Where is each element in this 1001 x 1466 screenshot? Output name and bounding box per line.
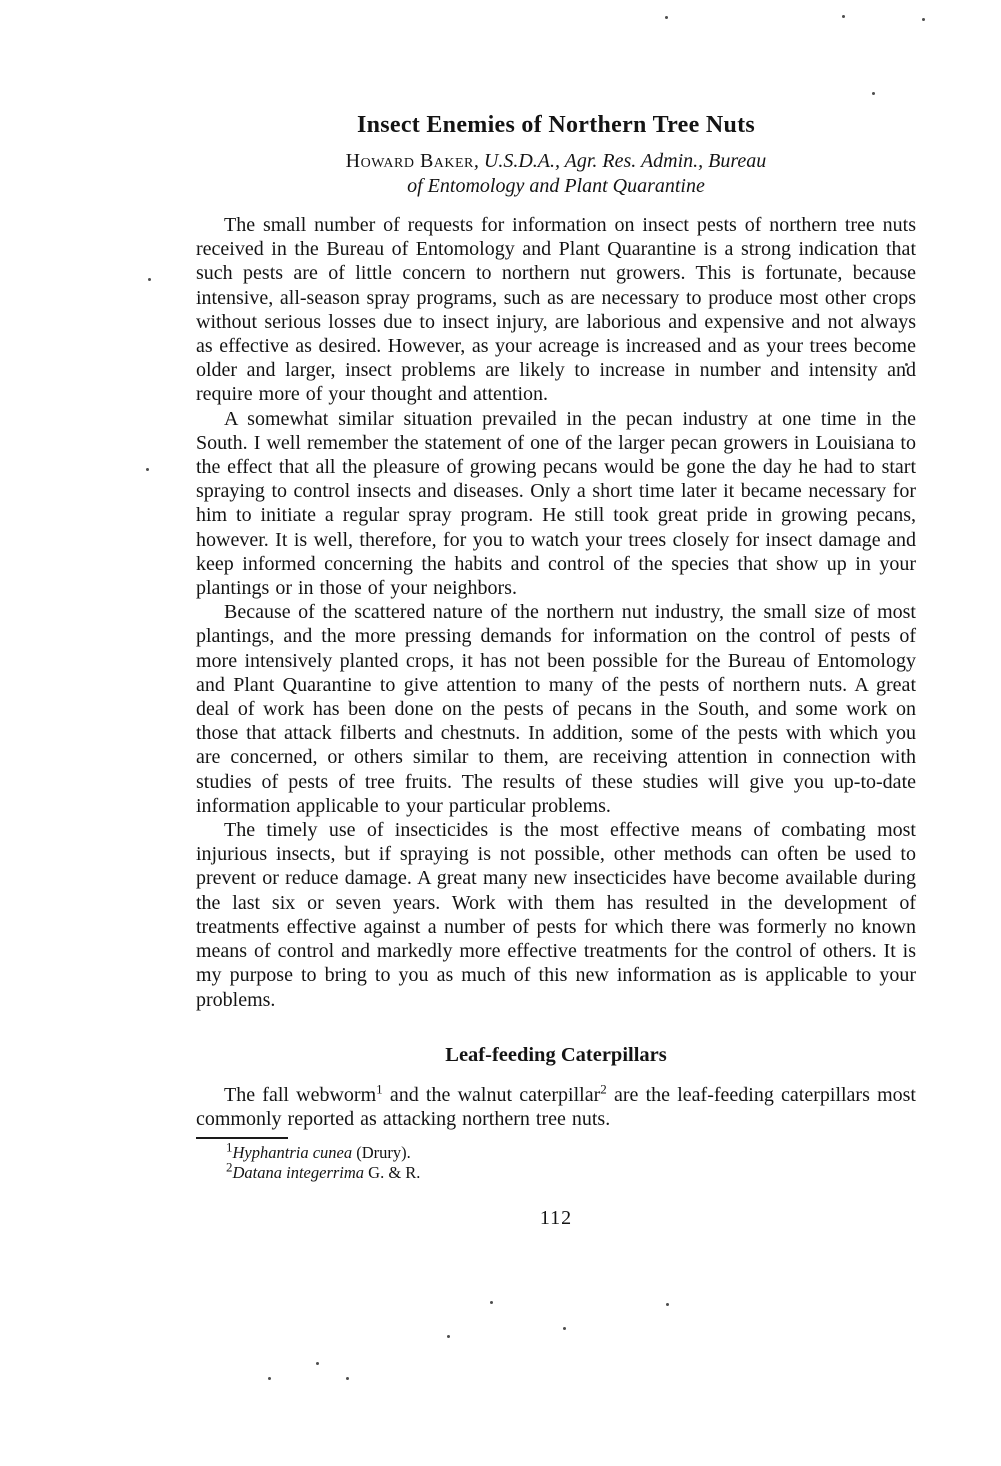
scan-speck (316, 1362, 319, 1365)
scan-speck (268, 1377, 271, 1380)
scan-speck (148, 278, 151, 281)
section-heading: Leaf-feeding Caterpillars (445, 1043, 667, 1066)
scan-speck (563, 1327, 566, 1330)
footnote (196, 1159, 916, 1183)
footnote-marker: 1 (226, 1139, 233, 1155)
footnote-separator (196, 1137, 288, 1139)
species-name: Hyphantria cunea (232, 1143, 353, 1163)
author-name: Howard Baker (345, 150, 474, 172)
footnote-ref-2: 2 (600, 1081, 607, 1097)
scan-speck (665, 16, 668, 19)
footnote-text: G. & R. (364, 1163, 421, 1183)
footnote-text: (Drury). (352, 1143, 411, 1163)
species-name: Datana integerrima (232, 1163, 365, 1183)
article-content (196, 112, 916, 1230)
footnotes (196, 1137, 916, 1183)
scan-speck (872, 92, 875, 95)
page-number: 112 (539, 1207, 573, 1230)
author-affiliation-line2: of Entomology and Plant Quarantine (407, 175, 705, 197)
scan-speck (842, 15, 845, 18)
section-body (196, 1083, 916, 1131)
scan-speck (346, 1377, 349, 1380)
paragraph-text: The fall webworm (224, 1083, 377, 1106)
article-body (196, 213, 916, 1012)
paragraph: Because of the scattered nature of the northern nut industry, the small size of most plantings, and the more pressing demands for information on the control of pests of more intensively planted crops, it has not been possible for the Bureau of Entomology and Plant Quarantine to give attention to many of the pests of northern nuts. A great deal of work has been done on the pests of pecans in the South, and some work on those that attack filberts and chestnuts. In addition, some of the pests with which you are concerned, or others similar to them, are receiving attention in connection with studies of pests of tree fruits. The results of these studies will give you up-to-date information applicable to your particular problems. (196, 601, 916, 817)
page-title: Insect Enemies of Northern Tree Nuts (356, 112, 756, 138)
scan-speck (922, 18, 925, 21)
byline (196, 149, 916, 199)
paragraph (196, 1083, 916, 1131)
footnote-ref-1: 1 (376, 1081, 383, 1097)
paragraph-text: are the leaf-feeding caterpillars most commonly reported as attacking northern tree nuts. (196, 1083, 916, 1130)
scan-speck (666, 1303, 669, 1306)
paragraph: The timely use of insecticides is the most effective means of combating most injurious insects, but if spraying is not possible, other methods can often be used to prevent or reduce damage. A great many new insecticides have become available during the last six or seven years. Work with them has resulted in the development of treatments effective against a number of pests for which there was formerly no known means of control and markedly more effective treatments for the control of others. It is my purpose to bring to you as much of this new information as is applicable to your problems. (196, 819, 916, 1011)
author-affiliation: , U.S.D.A., Agr. Res. Admin., Bureau (473, 150, 767, 172)
scan-speck (490, 1301, 493, 1304)
footnote (196, 1139, 916, 1163)
paragraph-text: and the walnut caterpillar (382, 1083, 601, 1106)
scan-speck (447, 1335, 450, 1338)
paragraph: A somewhat similar situation prevailed in the pecan industry at one time in the South. I well remember the statement of one of the larger pecan growers in Louisiana to the effect that all the pleasure of growing pecans would be gone the day he had to start spraying to control insects and diseases. Only a short time later it became necessary for him to initiate a regular spray program. He still took great pride in growing pecans, however. It is well, therefore, for you to watch your trees closely for insect damage and keep informed concerning the habits and control of the species that show up in your plantings or in those of your neighbors. (196, 407, 916, 600)
footnote-marker: 2 (226, 1159, 233, 1175)
paragraph: The small number of requests for information on insect pests of northern tree nuts received in the Bureau of Entomology and Plant Quarantine is a strong indication that such pests are of little concern to northern nut growers. This is fortunate, because intensive, all-season spray programs, such as are necessary to produce most other crops without serious losses due to insect injury, are laborious and expensive and not always as effective as desired. However, as your acreage is increased and as your trees become older and larger, insect problems are likely to increase in number and intensity and require more of your thought and attention. (196, 214, 916, 406)
scan-speck (146, 468, 149, 471)
